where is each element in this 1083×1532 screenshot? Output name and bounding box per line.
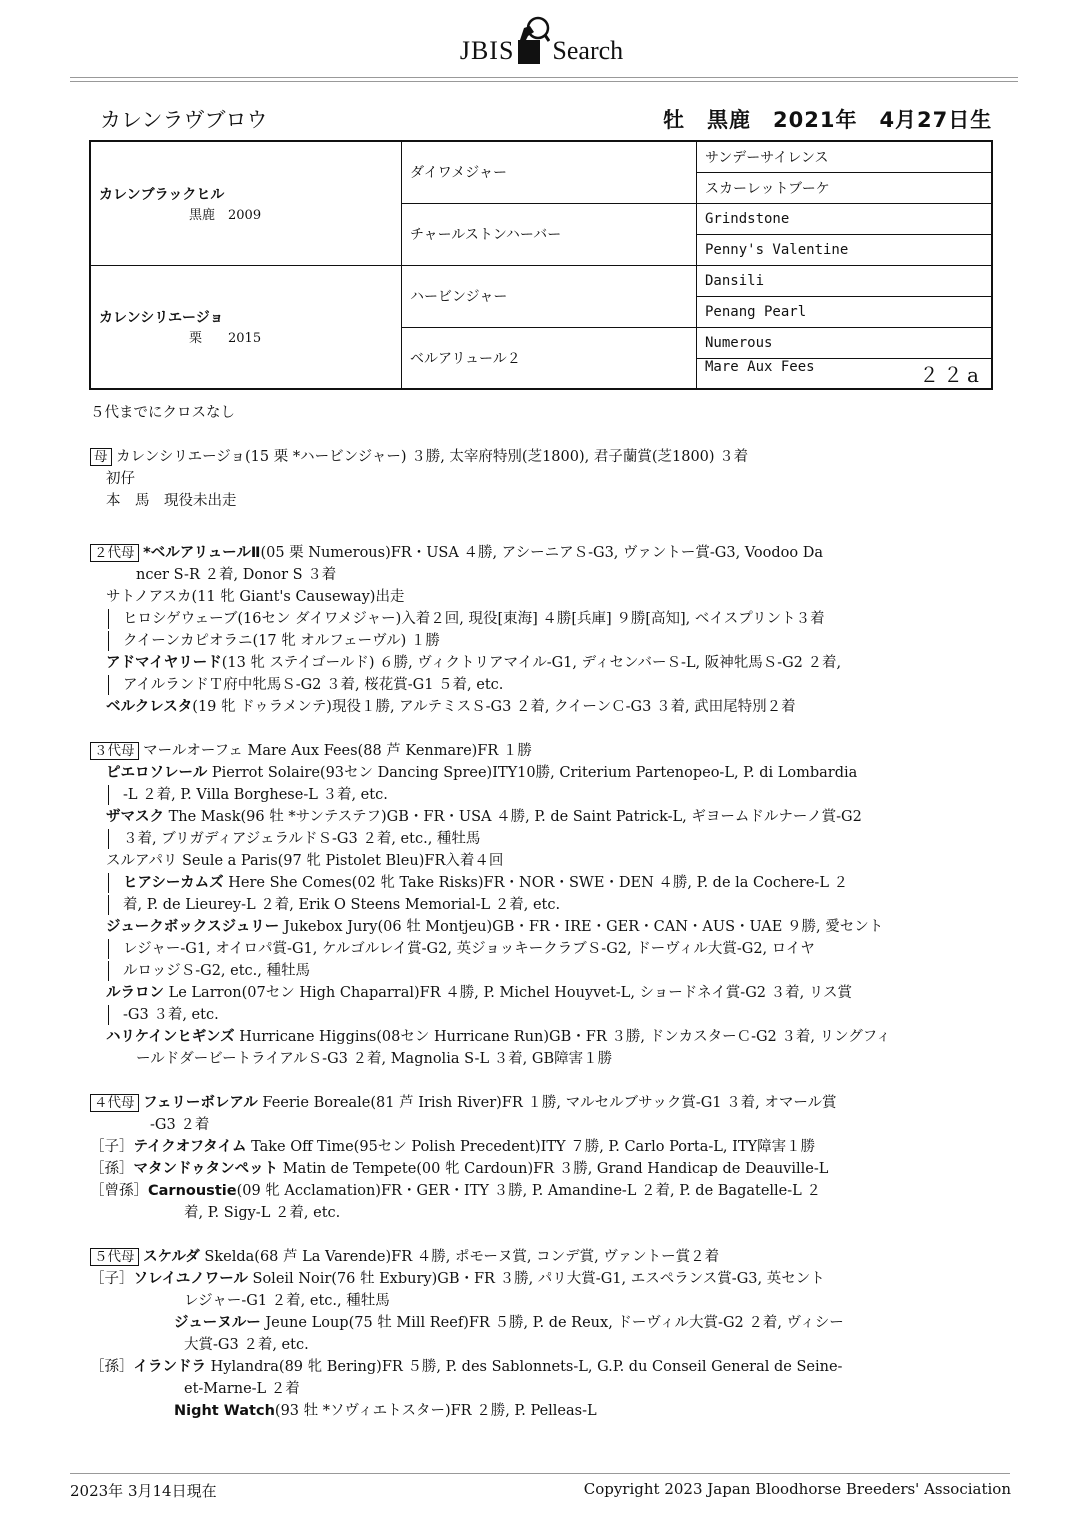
record-line (90, 652, 1010, 674)
horse-name-bold: ベルクレスタ (106, 699, 193, 715)
horse-magnifier-icon (516, 14, 550, 66)
horse-name-bold: スケルダ (143, 1249, 200, 1265)
record-text: マールオーフェ Mare Aux Fees(88 芦 Kenmare)FR １勝 (143, 743, 532, 759)
pedigree-gen3-cell: スカーレットブーケ (697, 172, 993, 203)
record-text: Feerie Boreale(81 芦 Irish River)FR １勝, マルセルブサック賞-G1 ３着, オマール賞 (257, 1095, 837, 1111)
record-line (90, 872, 1010, 894)
horse-name-bold: ピエロソレール (106, 765, 208, 781)
horse-name-bold: ヒアシーカムズ (123, 875, 224, 891)
record-line (90, 894, 1010, 916)
record-line (90, 696, 1010, 718)
record-line (90, 938, 1010, 960)
horse-name: カレンラヴブロウ (100, 108, 268, 132)
relation-prefix: ［孫］ (90, 1161, 134, 1177)
horse-name-bold: イランドラ (133, 1359, 206, 1375)
record-line (90, 828, 1010, 850)
footer-divider (70, 1473, 1010, 1474)
record-text: -G3 ３着, etc. (123, 1007, 219, 1023)
horse-name-bold: アドマイヤリード (106, 655, 222, 671)
horse-name-bold: ジューヌルー (174, 1315, 261, 1331)
record-text: ヒロシゲウェーブ(16セン ダイワメジャー)入着２回, 現役[東海] ４勝[兵庫] ９勝[高知], ベイスプリント３着 (123, 611, 825, 627)
record-line: ncer S-R ２着, Donor S ３着 (136, 567, 337, 583)
record-text: アイルランドＴ府中牝馬Ｓ-G2 ３着, 桜花賞-G1 ５着, etc. (123, 677, 504, 693)
pedigree-gen2-cell: ベルアリュール２ (402, 327, 697, 389)
record-text: -L ２着, P. Villa Borghese-L ３着, etc. (123, 787, 388, 803)
record-line (90, 1180, 1010, 1202)
horse-info: 牡 黒鹿 2021年 4月27日生 (663, 108, 993, 132)
record-line: スルアパリ Seule a Paris(97 牝 Pistolet Bleu)FR入着４回 (106, 853, 504, 869)
record-text: Hurricane Higgins(08セン Hurricane Run)GB・FR ３勝, ドンカスターＣ-G2 ３着, リングフィ (234, 1029, 891, 1045)
record-line (90, 784, 1010, 806)
record-text: The Mask(96 牡 *サンテステフ)GB・FR・USA ４勝, P. de Saint Patrick-L, ギヨームドルナーノ賞-G2 (164, 809, 862, 825)
record-line (90, 1400, 1010, 1422)
dam-record: カレンシリエージョ(15 栗 *ハービンジャー) ３勝, 太宰府特別(芝1800), 君子蘭賞(芝1800) ３着 (116, 449, 749, 465)
record-text: Pierrot Solaire(93セン Dancing Spree)ITY10勝, Criterium Partenopeo-L, P. di Lombardia (207, 765, 858, 781)
dam-detail: 栗 2015 (189, 331, 262, 347)
record-text: (05 栗 Numerous)FR・USA ４勝, アシーニアＳ-G3, ヴァントー賞-G3, Voodoo Da (260, 545, 824, 561)
footer-copyright: Copyright 2023 Japan Bloodhorse Breeders' Association (583, 1480, 1011, 1498)
record-line: -G3 ２着 (150, 1117, 210, 1133)
section-label: ２代母 (90, 544, 139, 562)
record-text: Skelda(68 芦 La Varende)FR ４勝, ポモーヌ賞, コンデ賞, ヴァントー賞２着 (199, 1249, 720, 1265)
record-text: Hylandra(89 牝 Bering)FR ５勝, P. des Sablonnets-L, G.P. du Conseil General de Seine- (206, 1359, 843, 1375)
record-line (90, 1268, 1010, 1290)
pedigree-gen2-cell: チャールストンハーバー (402, 203, 697, 265)
section-label: ４代母 (90, 1094, 139, 1112)
record-line (90, 1026, 1010, 1048)
horse-name-bold: ルラロン (106, 985, 164, 1001)
record-line (90, 982, 1010, 1004)
record-line (90, 674, 1010, 696)
family-code: ２２a (919, 362, 983, 387)
jbis-search-logo[interactable] (0, 14, 1083, 66)
record-text: クイーンカピオラニ(17 牝 オルフェーヴル) １勝 (123, 633, 440, 649)
gen2-line (90, 542, 1010, 564)
header-divider (70, 81, 1018, 82)
record-line (90, 1312, 1010, 1334)
relation-prefix: ［子］ (90, 1139, 134, 1155)
record-line: ールドダービートライアルＳ-G3 ２着, Magnolia S-L ３着, GB障害１勝 (136, 1051, 613, 1067)
pedigree-gen3-cell (697, 358, 993, 389)
record-text: (93 牡 *ソヴィエトスター)FR ２勝, P. Pelleas-L (274, 1403, 597, 1419)
record-line: レジャー-G1 ２着, etc., 種牡馬 (184, 1293, 390, 1309)
record-text: レジャー-G1, オイロパ賞-G1, ケルゴルレイ賞-G2, 英ジョッキークラブＳ-G2, ドーヴィル大賞-G2, ロイヤ (123, 941, 815, 957)
record-text: ３着, ブリガディアジェラルドＳ-G3 ２着, etc., 種牡馬 (123, 831, 481, 847)
horse-name-bold: *ベルアリュールⅡ (143, 545, 261, 561)
pedigree-gen3-cell: Numerous (697, 327, 993, 358)
record-line (90, 1004, 1010, 1026)
record-line (90, 1356, 1010, 1378)
record-line: 着, P. Sigy-L ２着, etc. (184, 1205, 341, 1221)
horse-name-bold: Carnoustie (148, 1183, 237, 1199)
horse-name-bold: ジュークボックスジュリー (106, 919, 280, 935)
dam-name: カレンシリエージョ (99, 310, 224, 327)
horse-name-bold: ザマスク (106, 809, 164, 825)
horse-name-bold: Night Watch (174, 1403, 275, 1419)
record-line (90, 960, 1010, 982)
pedigree-gen3-cell: Grindstone (697, 203, 993, 234)
relation-prefix: ［孫］ (90, 1359, 134, 1375)
record-line: サトノアスカ(11 牝 Giant's Causeway)出走 (106, 589, 405, 605)
record-text: Jeune Loup(75 牡 Mill Reef)FR ５勝, P. de Reux, ドーヴィル大賞-G2 ２着, ヴィシー (260, 1315, 844, 1331)
record-text: ルロッジＳ-G2, etc., 種牡馬 (123, 963, 310, 979)
gen5-line (90, 1246, 1010, 1268)
pedigree-gen2-cell: ダイワメジャー (402, 141, 697, 203)
pedigree-gen3-cell: Penang Pearl (697, 296, 993, 327)
pedigree-table (89, 140, 993, 390)
record-text: 着, P. de Lieurey-L ２着, Erik O Steens Memorial-L ２着, etc. (123, 897, 561, 913)
pedigree-dam-cell (90, 265, 402, 389)
relation-prefix: ［曾孫］ (90, 1183, 148, 1199)
record-text: Here She Comes(02 牝 Take Risks)FR・NOR・SWE・DEN ４勝, P. de la Cochere-L ２ (223, 875, 849, 891)
sire-name: カレンブラックヒル (99, 186, 225, 203)
logo-text-left: JBIS (459, 36, 515, 65)
horse-name-bold: ハリケインヒギンズ (106, 1029, 235, 1045)
horse-name-bold: ソレイユノワール (133, 1271, 248, 1287)
pedigree-gen3-name: Mare Aux Fees (705, 358, 815, 375)
pedigree-gen3-cell: サンデーサイレンス (697, 141, 993, 172)
pedigree-gen3-cell: Dansili (697, 265, 993, 296)
record-text: Jukebox Jury(06 牡 Montjeu)GB・FR・IRE・GER・CAN・AUS・UAE ９勝, 愛セント (279, 919, 884, 935)
horse-name-bold: フェリーボレアル (143, 1095, 258, 1111)
record-text: (19 牝 ドゥラメンテ)現役１勝, アルテミスＳ-G3 ２着, クイーンＣ-G3 ３着, 武田尾特別２着 (192, 699, 796, 715)
family-notes (90, 402, 1010, 1422)
record-text: Take Off Time(95セン Polish Precedent)ITY ７勝, P. Carlo Porta-L, ITY障害１勝 (246, 1139, 816, 1155)
record-text: (13 牝 ステイゴールド) ６勝, ヴィクトリアマイル-G1, ディセンバーＳ-L, 阪神牝馬Ｓ-G2 ２着, (221, 655, 842, 671)
gen4-line (90, 1092, 1010, 1114)
record-line: 大賞-G3 ２着, etc. (184, 1337, 309, 1353)
record-line: et-Marne-L ２着 (184, 1381, 300, 1397)
section-label: ３代母 (90, 742, 139, 760)
record-text: Matin de Tempete(00 牝 Cardoun)FR ３勝, Grand Handicap de Deauville-L (278, 1161, 829, 1177)
record-line (90, 1158, 1010, 1180)
cross-note: ５代までにクロスなし (90, 405, 235, 421)
record-line (90, 630, 1010, 652)
record-text: (09 牝 Acclamation)FR・GER・ITY ３勝, P. Amandine-L ２着, P. de Bagatelle-L ２ (236, 1183, 821, 1199)
dam-note: 初仔 (106, 471, 135, 487)
dam-line (90, 446, 1010, 468)
relation-prefix: ［子］ (90, 1271, 134, 1287)
record-line (90, 806, 1010, 828)
record-text: Soleil Noir(76 牡 Exbury)GB・FR ３勝, パリ大賞-G1, エスペランス賞-G3, 英セント (247, 1271, 825, 1287)
section-label: ５代母 (90, 1248, 139, 1266)
footer-date: 2023年 3月14日現在 (70, 1482, 217, 1500)
pedigree-gen2-cell: ハービンジャー (402, 265, 697, 327)
logo-text-right: Search (552, 36, 624, 65)
pedigree-gen3-cell: Penny's Valentine (697, 234, 993, 265)
record-line (90, 608, 1010, 630)
section-label: 母 (90, 448, 112, 466)
sire-detail: 黒鹿 2009 (189, 207, 262, 223)
record-line (90, 762, 1010, 784)
record-text: Le Larron(07セン High Chaparral)FR ４勝, P. Michel Houyvet-L, ショードネイ賞-G2 ３着, リス賞 (164, 985, 853, 1001)
gen3-line (90, 740, 1010, 762)
self-note: 本 馬 現役未出走 (106, 493, 237, 509)
record-line (90, 1136, 1010, 1158)
record-line (90, 916, 1010, 938)
header-divider (70, 77, 1018, 78)
horse-name-bold: テイクオフタイム (133, 1139, 247, 1155)
horse-name-bold: マタンドゥタンペット (133, 1161, 279, 1177)
pedigree-sire-cell (90, 141, 402, 265)
